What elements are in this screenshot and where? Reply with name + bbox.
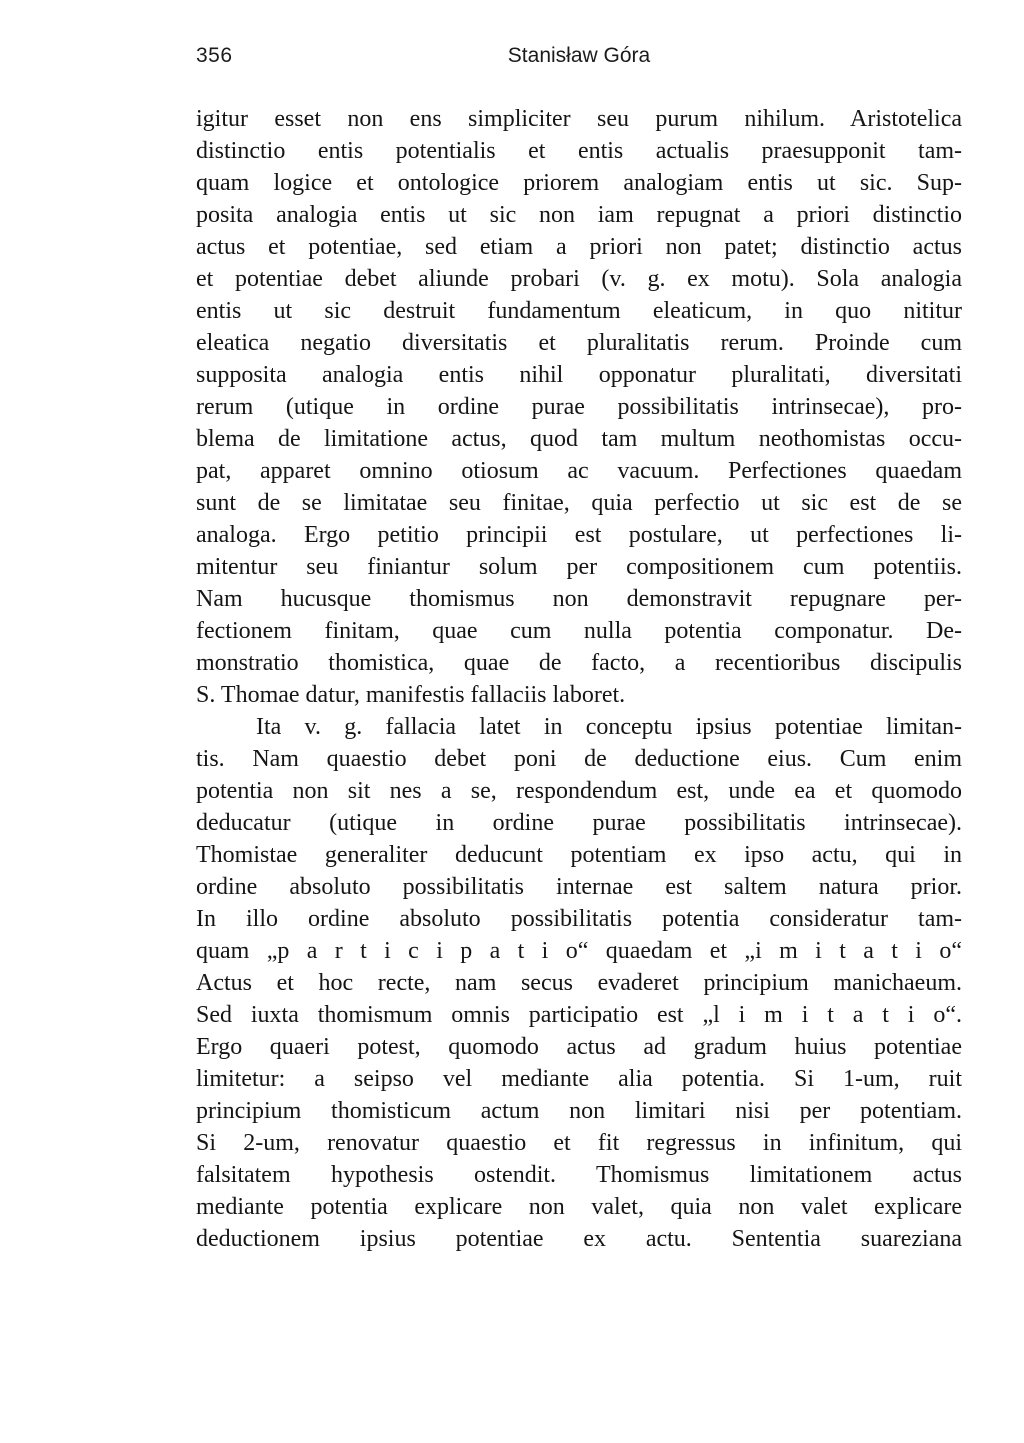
text-line: eleatica negatio diversitatis et pluralitatis rerum. Proinde cum: [196, 330, 962, 356]
text-line: ordine absoluto possibilitatis internae est saltem natura prior.: [196, 874, 962, 900]
running-head: [196, 36, 962, 76]
text-line: entis ut sic destruit fundamentum eleaticum, in quo nititur: [196, 298, 962, 324]
text-line: deducatur (utique in ordine purae possibilitatis intrinsecae).: [196, 810, 962, 836]
text-line: analoga. Ergo petitio principii est postulare, ut perfectiones li-: [196, 522, 962, 548]
text-line: S. Thomae datur, manifestis fallaciis laboret.: [196, 682, 626, 708]
text-line: potentia non sit nes a se, respondendum est, unde ea et quomodo: [196, 778, 962, 804]
text-line: quam logice et ontologice priorem analogiam entis ut sic. Sup-: [196, 170, 962, 196]
paragraph-1: [196, 103, 962, 711]
text-line: sunt de se limitatae seu finitae, quia perfectio ut sic est de se: [196, 490, 962, 516]
text-line: supposita analogia entis nihil opponatur pluralitati, diversitati: [196, 362, 962, 388]
text-line: limitetur: a seipso vel mediante alia potentia. Si 1-um, ruit: [196, 1066, 962, 1092]
text-line: rerum (utique in ordine purae possibilitatis intrinsecae), pro-: [196, 394, 962, 420]
text-line: mitentur seu finiantur solum per compositionem cum potentiis.: [196, 554, 962, 580]
text-line: fectionem finitam, quae cum nulla potentia componatur. De-: [196, 618, 962, 644]
text-line: tis. Nam quaestio debet poni de deductione eius. Cum enim: [196, 746, 962, 772]
text-line: igitur esset non ens simpliciter seu purum nihilum. Aristotelica: [196, 106, 962, 132]
paragraph-2: [196, 711, 962, 1255]
text-line: principium thomisticum actum non limitari nisi per potentiam.: [196, 1098, 962, 1124]
text-line: Thomistae generaliter deducunt potentiam ex ipso actu, qui in: [196, 842, 962, 868]
text-line: Ita v. g. fallacia latet in conceptu ipsius potentiae limitan-: [256, 714, 962, 740]
text-line: blema de limitatione actus, quod tam multum neothomistas occu-: [196, 426, 962, 452]
text-line: Nam hucusque thomismus non demonstravit repugnare per-: [196, 586, 962, 612]
text-line: mediante potentia explicare non valet, quia non valet explicare: [196, 1194, 962, 1220]
running-head-author: Stanisław Góra: [507, 44, 651, 67]
text-line: pat, apparet omnino otiosum ac vacuum. Perfectiones quaedam: [196, 458, 962, 484]
text-line: Ergo quaeri potest, quomodo actus ad gradum huius potentiae: [196, 1034, 962, 1060]
text-line: falsitatem hypothesis ostendit. Thomismus limitationem actus: [196, 1162, 962, 1188]
text-line: monstratio thomistica, quae de facto, a recentioribus discipulis: [196, 650, 962, 676]
text-line: quam „p a r t i c i p a t i o“ quaedam et „i m i t a t i o“: [196, 938, 962, 964]
text-line: In illo ordine absoluto possibilitatis potentia consideratur tam-: [196, 906, 962, 932]
text-line: posita analogia entis ut sic non iam repugnat a priori distinctio: [196, 202, 962, 228]
text-line: et potentiae debet aliunde probari (v. g. ex motu). Sola analogia: [196, 266, 962, 292]
text-line: Sed iuxta thomismum omnis participatio est „l i m i t a t i o“.: [196, 1002, 962, 1028]
page-number: 356: [196, 44, 233, 67]
text-line: actus et potentiae, sed etiam a priori non patet; distinctio actus: [196, 234, 962, 260]
body-text: [196, 103, 962, 1255]
text-line: distinctio entis potentialis et entis actualis praesupponit tam-: [196, 138, 962, 164]
text-line: Si 2-um, renovatur quaestio et fit regressus in infinitum, qui: [196, 1130, 962, 1156]
text-line: Actus et hoc recte, nam secus evaderet principium manichaeum.: [196, 970, 962, 996]
text-line: deductionem ipsius potentiae ex actu. Sententia suareziana: [196, 1226, 962, 1252]
